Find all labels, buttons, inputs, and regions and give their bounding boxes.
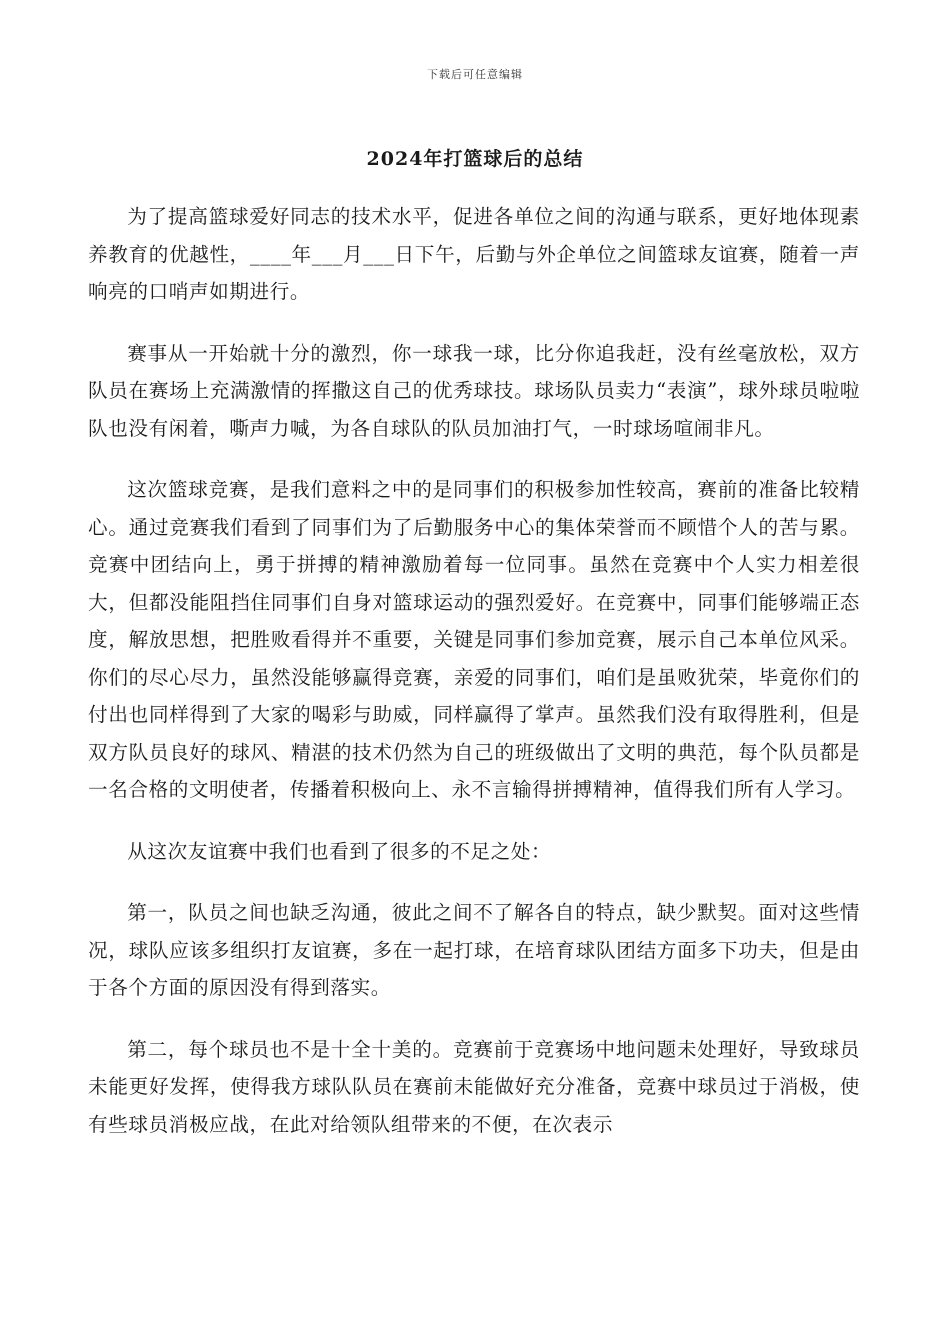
paragraph-1: 为了提高篮球爱好同志的技术水平，促进各单位之间的沟通与联系，更好地体现素养教育的优越性，____年___月___日下午，后勤与外企单位之间篮球友谊赛，随着一声响亮的口哨声如期进行。: [88, 205, 860, 303]
paragraph-3: 这次篮球竞赛，是我们意料之中的是同事们的积极参加性较高，赛前的准备比较精心。通过竞赛我们看到了同事们为了后勤服务中心的集体荣誉而不顾惜个人的苦与累。竞赛中团结向上，勇于拼搏的精神激励着每一位同事。虽然在竞赛中个人实力相差很大，但都没能阻挡住同事们自身对篮球运动的强烈爱好。在竞赛中，同事们能够端正态度，解放思想，把胜败看得并不重要，关键是同事们参加竞赛，展示自己本单位风采。你们的尽心尽力，虽然没能够赢得竞赛，亲爱的同事们，咱们是虽败犹荣，毕竟你们的付出也同样得到了大家的喝彩与助威，同样赢得了掌声。虽然我们没有取得胜利，但是双方队员良好的球风、精湛的技术仍然为自己的班级做出了文明的典范，每个队员都是一名合格的文明使者，传播着积极向上、永不言输得拼搏精神，值得我们所有人学习。: [88, 478, 860, 801]
page-header-note: 下载后可任意编辑: [427, 68, 523, 81]
paragraph-4: 从这次友谊赛中我们也看到了很多的不足之处：: [127, 839, 552, 863]
paragraph-5: 第一，队员之间也缺乏沟通，彼此之间不了解各自的特点，缺少默契。面对这些情况，球队应该多组织打友谊赛，多在一起打球，在培育球队团结方面多下功夫，但是由于各个方面的原因没有得到落实。: [88, 901, 860, 999]
document-body: [88, 198, 860, 1167]
paragraph-6: 第二，每个球员也不是十全十美的。竞赛前于竞赛场中地问题未处理好，导致球员未能更好发挥，使得我方球队队员在赛前未能做好充分准备，竞赛中球员过于消极，使有些球员消极应战，在此对给领队组带来的不便，在次表示: [88, 1037, 860, 1136]
paragraph-2: 赛事从一开始就十分的激烈，你一球我一球，比分你追我赶，没有丝毫放松，双方队员在赛场上充满激情的挥撒这自己的优秀球技。球场队员卖力“表演”，球外球员啦啦队也没有闲着，嘶声力喊，为各自球队的队员加油打气，一时球场喧闹非凡。: [88, 341, 860, 440]
document-title: 2024年打篮球后的总结: [366, 148, 584, 170]
